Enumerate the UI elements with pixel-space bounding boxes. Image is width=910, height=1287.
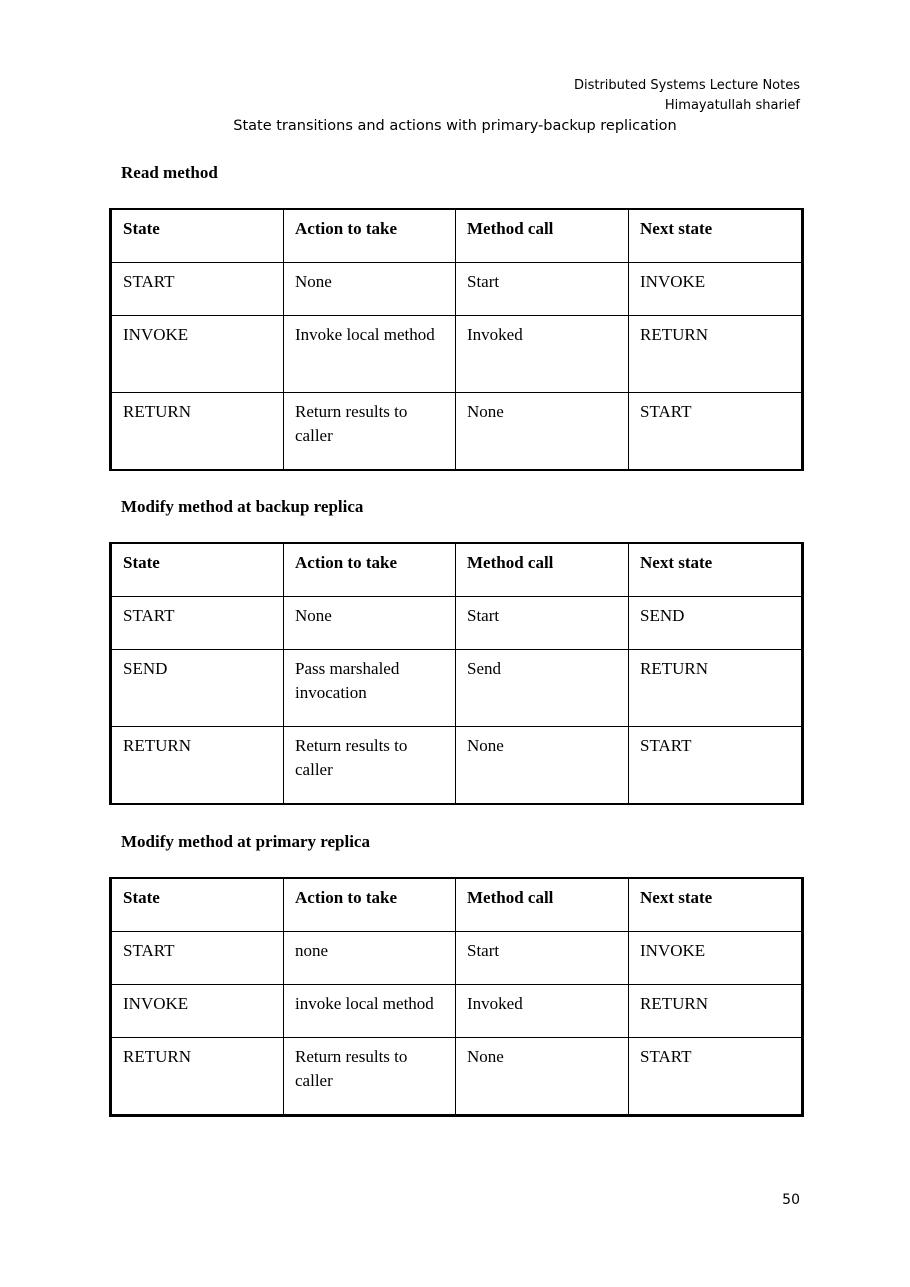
table-cell: Return results to caller xyxy=(284,1038,456,1116)
table-cell: Return results to caller xyxy=(284,393,456,471)
table-cell: INVOKE xyxy=(629,263,803,316)
table-header-row xyxy=(111,878,803,932)
column-header-method-call: Method call xyxy=(456,543,629,597)
table-cell: RETURN xyxy=(629,985,803,1038)
table-cell: none xyxy=(284,932,456,985)
table-cell: RETURN xyxy=(111,727,284,805)
table-cell: INVOKE xyxy=(111,316,284,393)
table-row xyxy=(111,727,803,805)
running-header-author: Himayatullah sharief xyxy=(664,98,800,113)
table-cell: RETURN xyxy=(629,650,803,727)
column-header-action: Action to take xyxy=(284,543,456,597)
table-row xyxy=(111,597,803,650)
table-cell: START xyxy=(629,1038,803,1116)
table-cell: Invoked xyxy=(456,985,629,1038)
page-subtitle: State transitions and actions with primary-backup replication xyxy=(233,118,677,134)
table-cell: Send xyxy=(456,650,629,727)
section-heading-primary-replica: Modify method at primary replica xyxy=(121,832,370,851)
table-cell: Start xyxy=(456,263,629,316)
table-cell: RETURN xyxy=(111,393,284,471)
table-header-row xyxy=(111,543,803,597)
page-number: 50 xyxy=(782,1192,800,1208)
table-header-row xyxy=(111,209,803,263)
table-cell: Invoke local method xyxy=(284,316,456,393)
column-header-method-call: Method call xyxy=(456,209,629,263)
table-cell: INVOKE xyxy=(111,985,284,1038)
column-header-state: State xyxy=(111,209,284,263)
column-header-next-state: Next state xyxy=(629,209,803,263)
table-cell: Start xyxy=(456,932,629,985)
running-header-title: Distributed Systems Lecture Notes xyxy=(573,78,800,93)
column-header-method-call: Method call xyxy=(456,878,629,932)
state-table-read-method xyxy=(109,208,804,471)
table-cell: RETURN xyxy=(111,1038,284,1116)
table-cell: START xyxy=(111,597,284,650)
table-cell: START xyxy=(629,393,803,471)
table-cell: SEND xyxy=(111,650,284,727)
table-cell: START xyxy=(111,932,284,985)
table-cell: invoke local method xyxy=(284,985,456,1038)
table-cell: Pass marshaled invocation xyxy=(284,650,456,727)
table-cell: START xyxy=(629,727,803,805)
table-row xyxy=(111,316,803,393)
table-row xyxy=(111,932,803,985)
column-header-state: State xyxy=(111,543,284,597)
state-table-backup-replica xyxy=(109,542,804,805)
table-row xyxy=(111,393,803,471)
column-header-state: State xyxy=(111,878,284,932)
table-cell: INVOKE xyxy=(629,932,803,985)
table-cell: Return results to caller xyxy=(284,727,456,805)
table-cell: SEND xyxy=(629,597,803,650)
table-cell: None xyxy=(456,393,629,471)
table-row xyxy=(111,1038,803,1116)
section-heading-read-method: Read method xyxy=(121,163,218,182)
column-header-action: Action to take xyxy=(284,878,456,932)
table-row xyxy=(111,985,803,1038)
section-heading-backup-replica: Modify method at backup replica xyxy=(121,497,364,516)
table-cell: START xyxy=(111,263,284,316)
table-row xyxy=(111,263,803,316)
table-cell: RETURN xyxy=(629,316,803,393)
table-cell: None xyxy=(284,263,456,316)
table-cell: Invoked xyxy=(456,316,629,393)
table-cell: None xyxy=(284,597,456,650)
state-table-primary-replica xyxy=(109,877,804,1117)
column-header-next-state: Next state xyxy=(629,543,803,597)
table-row xyxy=(111,650,803,727)
table-cell: None xyxy=(456,727,629,805)
table-cell: None xyxy=(456,1038,629,1116)
table-cell: Start xyxy=(456,597,629,650)
column-header-next-state: Next state xyxy=(629,878,803,932)
column-header-action: Action to take xyxy=(284,209,456,263)
